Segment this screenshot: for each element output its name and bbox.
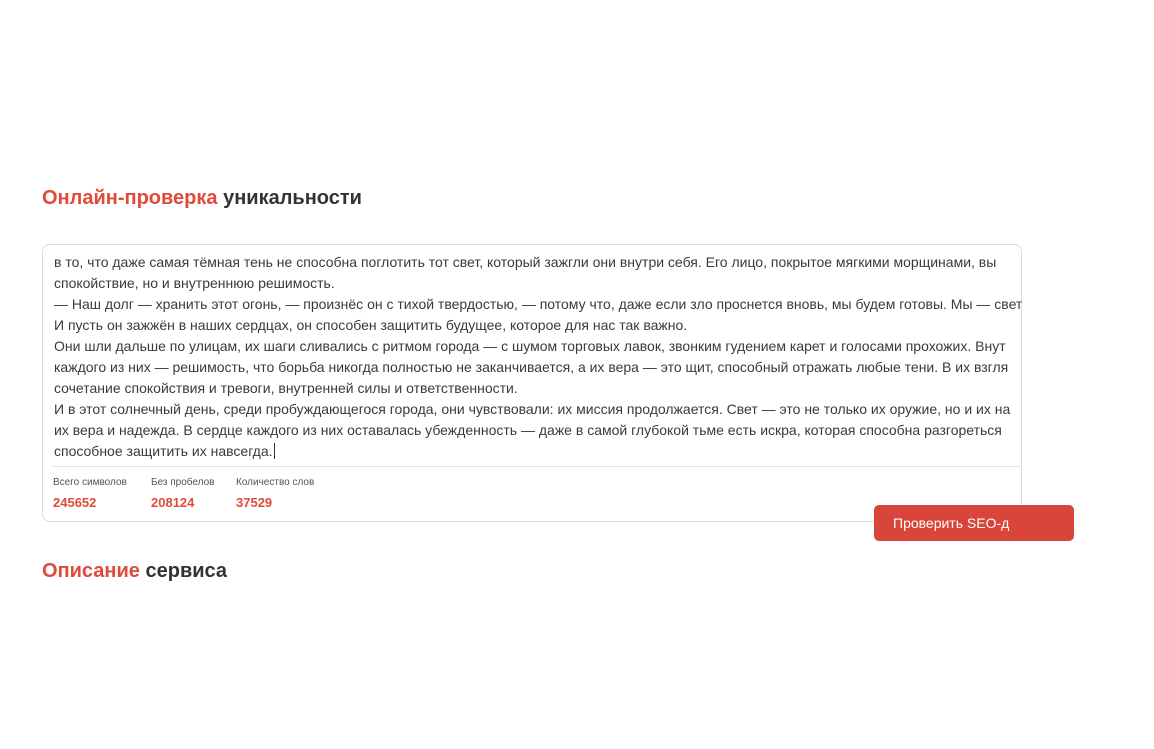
page-title-accent: Онлайн-проверка xyxy=(42,187,218,209)
stat-no-spaces-value: 208124 xyxy=(151,495,195,510)
stat-word-count xyxy=(236,477,314,512)
editor-line: каждого из них — решимость, что борьба никогда полностью не заканчивается, а их вера — это щит, способный отражать любые тени. В их взгля xyxy=(54,359,1009,375)
editor-line: И в этот солнечный день, среди пробуждающегося города, они чувствовали: их миссия продолжается. Свет — это не только их оружие, но и их на xyxy=(54,401,1011,417)
editor-line-last xyxy=(54,441,1154,462)
editor-line: их вера и надежда. В сердце каждого из них оставалась убежденность — даже в самой глубокой тьме есть искра, которая способна разгореться xyxy=(54,422,1002,438)
text-editor-card xyxy=(42,244,1023,531)
stat-no-spaces xyxy=(151,477,214,512)
editor-line: сочетание спокойствия и тревоги, внутренней силы и ответственности. xyxy=(54,380,518,396)
stat-word-count-value: 37529 xyxy=(236,495,273,510)
editor-line: Они шли дальше по улицам, их шаги сливались с ритмом города — с шумом торговых лавок, звонким гудением карет и голосами прохожих. Внут xyxy=(54,338,1006,354)
editor-line: спокойствие, но и внутреннюю решимость. xyxy=(54,275,335,291)
stat-total-chars xyxy=(53,477,127,512)
description-title xyxy=(42,559,228,582)
page-title-rest: уникальности xyxy=(223,187,362,209)
text-editor[interactable] xyxy=(54,252,1154,462)
editor-line: в то, что даже самая тёмная тень не способна поглотить тот свет, который зажгли они внутри себя. Его лицо, покрытое мягкими морщинами, вы xyxy=(54,254,997,270)
text-caret xyxy=(274,443,275,459)
editor-line: И пусть он зажжён в наших сердцах, он способен защитить будущее, которое для нас так важно. xyxy=(54,317,688,333)
description-title-accent: Описание xyxy=(42,560,140,582)
stat-no-spaces-label: Без пробелов xyxy=(151,477,215,488)
stat-total-value: 245652 xyxy=(53,495,97,510)
editor-line-text: способное защитить их навсегда. xyxy=(54,443,273,459)
description-title-rest: сервиса xyxy=(145,560,228,582)
editor-line: — Наш долг — хранить этот огонь, — произнёс он с тихой твердостью, — потому что, даже если зло проснется вновь, мы будем готовы. Мы — свет xyxy=(54,296,1023,312)
editor-divider xyxy=(53,466,1021,467)
stat-word-count-label: Количество слов xyxy=(236,477,315,488)
page-title xyxy=(42,186,362,210)
stat-total-label: Всего символов xyxy=(53,477,127,488)
check-seo-button[interactable]: Проверить SEO-д xyxy=(874,505,1074,541)
